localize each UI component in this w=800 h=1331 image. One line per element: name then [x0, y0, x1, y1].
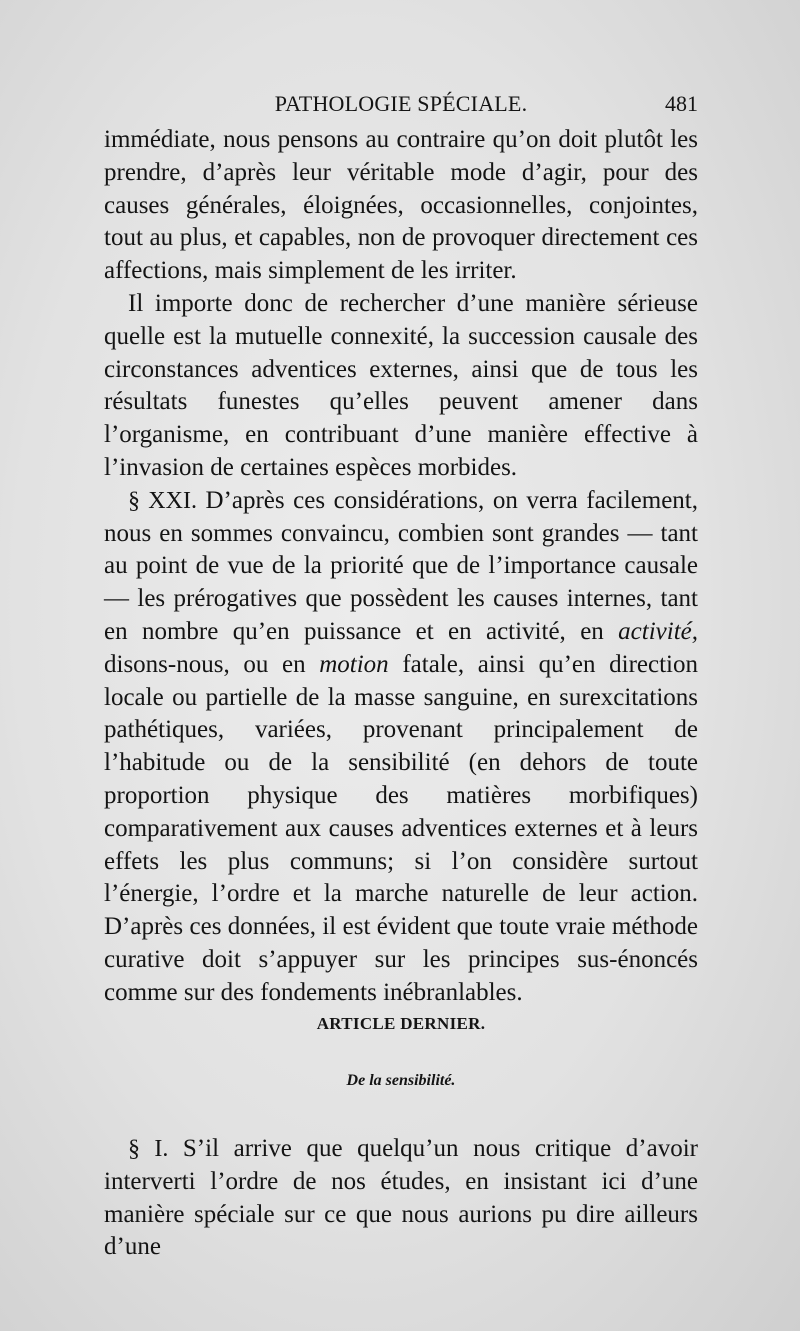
paragraph-text: D’après ces considérations, on verra facilement, nous en sommes convaincu, combien sont grandes — tant au point de vue de la priorité que de l’importance causale— les prérogatives que possèdent les causes internes, tant en nombre qu’en puissance et en activité, en: [104, 486, 699, 645]
body-text-article: [104, 1133, 698, 1264]
paragraph-section-i: [104, 1133, 698, 1264]
emphasis-text: activité,: [618, 617, 698, 645]
paragraph-text: S’il arrive que quelqu’un nous critique d’avoir interverti l’ordre de nos études, en insistant ici d’une manière spéciale sur ce que nous aurions pu dire ailleurs d’une: [104, 1135, 698, 1261]
paragraph: Il importe donc de rechercher d’une manière sérieuse quelle est la mutuelle connexité, la succession causale des circonstances adventices externes, ainsi que de tous les résultats funestes qu’elles peuvent amener dans l’organisme, en contribuant d’une manière effective à l’invasion de certaines espèces morbides.: [104, 289, 698, 481]
article-title: ARTICLE DERNIER.: [316, 1014, 486, 1033]
running-title: PATHOLOGIE SPÉCIALE.: [274, 91, 528, 116]
running-head: [104, 88, 698, 120]
paragraph-text: fatale, ainsi qu’en direction locale ou partielle de la masse sanguine, en surexcitations pathétiques, variées, provenant principalement de l’habitude ou de la sensibilité (en dehors de toute proportion physique des matières morbifiques) comparativement aux causes adventices externes et à leurs effets les plus communs; si l’on considère surtout l’énergie, l’ordre et la marche naturelle de leur action. D’après ces données, il est évident que toute vraie méthode curative doit s’appuyer sur les principes sus-énoncés comme sur des fondements inébranlables.: [104, 650, 698, 1006]
article-subtitle: De la sensibilité.: [346, 1072, 456, 1089]
body-text: [104, 124, 698, 1010]
section-number: § I.: [128, 1136, 169, 1162]
paragraph-continuation: immédiate, nous pensons au contraire qu’on doit plutôt les prendre, d’après leur véritable mode d’agir, pour des causes générales, éloignées, occasionnelles, conjointes, tout au plus, et capables, non de provoquer directement ces affections, mais simplement de les irriter.: [104, 126, 698, 285]
section-number: § XXI.: [128, 487, 197, 514]
paragraph-text: disons-nous, ou en: [104, 650, 320, 678]
paragraph-section-xxi: [104, 485, 698, 1010]
emphasis-text: motion: [319, 650, 389, 678]
page-number: 481: [665, 91, 698, 116]
